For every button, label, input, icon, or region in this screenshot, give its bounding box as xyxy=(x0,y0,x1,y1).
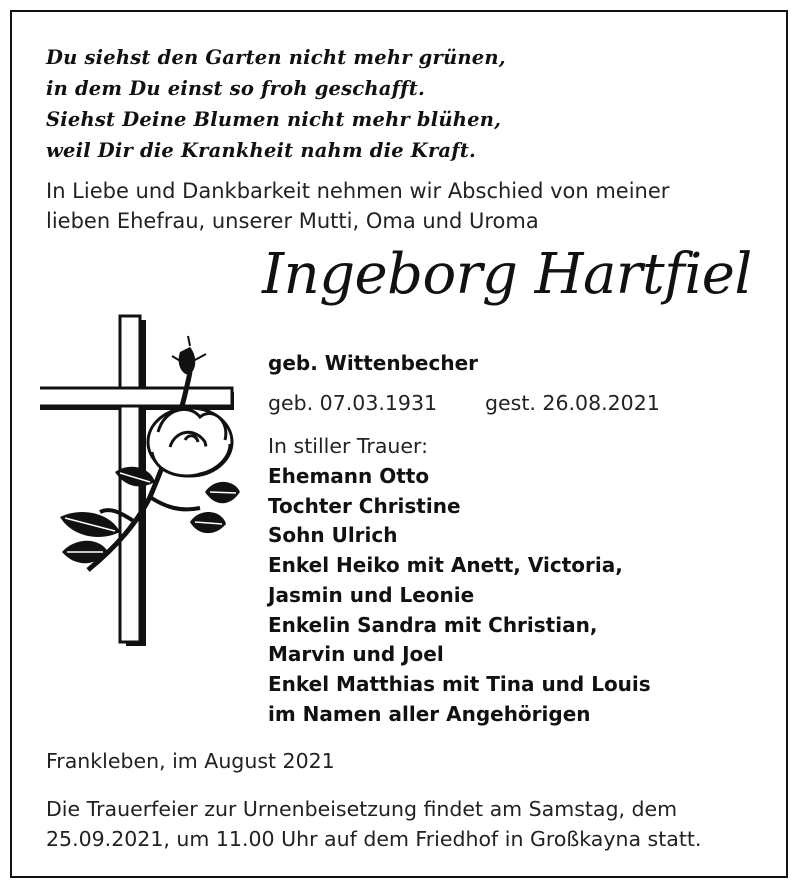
funeral-info xyxy=(46,794,766,854)
funeral-line: 25.09.2021, um 11.00 Uhr auf dem Friedhof in Großkayna statt. xyxy=(46,827,702,851)
poem-line: in dem Du einst so froh geschafft. xyxy=(46,77,425,100)
mourning-label: In stiller Trauer: xyxy=(268,434,428,458)
mourner-line: Jasmin und Leonie xyxy=(268,582,475,607)
mourner-line: Enkel Heiko mit Anett, Victoria, xyxy=(268,553,623,578)
mourner-line: im Namen aller Angehörigen xyxy=(268,701,591,726)
death-date: gest. 26.08.2021 xyxy=(485,391,660,415)
poem-line: weil Dir die Krankheit nahm die Kraft. xyxy=(46,139,477,162)
mourner-line: Sohn Ulrich xyxy=(268,523,398,548)
place-and-date: Frankleben, im August 2021 xyxy=(46,749,335,773)
intro-text xyxy=(46,176,766,236)
mourner-line: Tochter Christine xyxy=(268,493,461,518)
intro-line: In Liebe und Dankbarkeit nehmen wir Abschied von meiner xyxy=(46,179,670,203)
funeral-line: Die Trauerfeier zur Urnenbeisetzung findet am Samstag, dem xyxy=(46,797,678,821)
mourner-line: Enkel Matthias mit Tina und Louis xyxy=(268,671,651,696)
mourner-line: Enkelin Sandra mit Christian, xyxy=(268,612,598,637)
poem-line: Du siehst den Garten nicht mehr grünen, xyxy=(46,46,506,69)
poem-line: Siehst Deine Blumen nicht mehr blühen, xyxy=(46,108,502,131)
deceased-name: Ingeborg Hartfiel xyxy=(262,242,752,307)
birth-date: geb. 07.03.1931 xyxy=(268,391,438,415)
life-dates xyxy=(268,389,660,417)
poem xyxy=(46,42,506,166)
mourner-line: Ehemann Otto xyxy=(268,464,430,488)
birth-name: geb. Wittenbecher xyxy=(268,351,478,375)
mourners-list xyxy=(268,462,651,729)
cross-with-rose-icon xyxy=(40,312,240,652)
mourner-line: Marvin und Joel xyxy=(268,642,444,667)
intro-line: lieben Ehefrau, unserer Mutti, Oma und Uroma xyxy=(46,209,539,233)
